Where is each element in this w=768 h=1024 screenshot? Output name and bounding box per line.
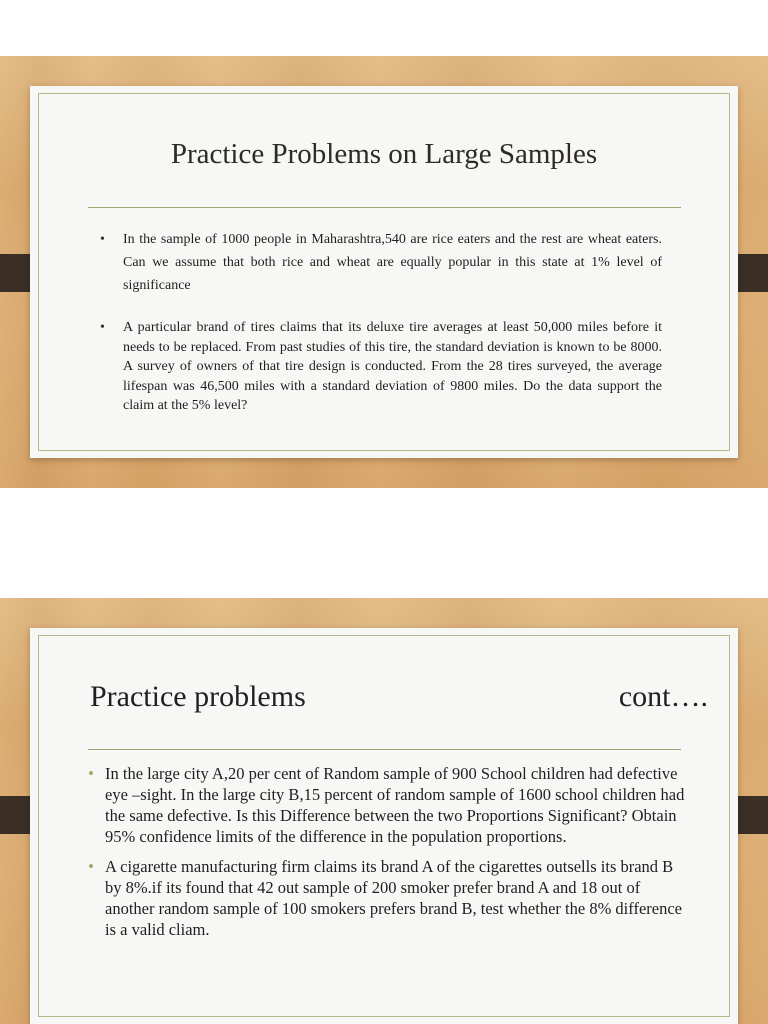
title-divider [88, 207, 681, 208]
title-divider [88, 749, 681, 750]
bullet-icon: • [100, 232, 105, 247]
bullet-text: A cigarette manufacturing firm claims its brand A of the cigarettes outsells its brand B by 8%.if its found that 42 out sample of 200 smoker prefer brand A and 18 out of another random sample of 100 smokers prefers brand B, test whether the 8% difference is a valid cliam. [105, 857, 683, 939]
slide-1 [0, 56, 768, 488]
bullet-text: In the sample of 1000 people in Maharashtra,540 are rice eaters and the rest are wheat eaters. Can we assume that both rice and wheat are equally popular in this state at 1% level of significance [123, 232, 662, 293]
bullet-icon: • [88, 857, 94, 876]
list-item [88, 763, 688, 847]
slide-title-continued: cont…. [618, 680, 708, 713]
bullet-icon: • [88, 764, 94, 783]
list-item [88, 856, 688, 940]
slide-title: Practice problems [90, 680, 306, 713]
bullet-text: In the large city A,20 per cent of Random sample of 900 School children had defective eye –sight. In the large city B,15 percent of random sample of 1600 school children had the same defective. Is this Difference between the two Proportions Significant? Obtain 95% confidence limits of the difference in the population proportions. [105, 764, 685, 846]
list-item [100, 228, 662, 297]
bullet-icon: • [100, 320, 105, 335]
slide-2 [0, 598, 768, 1024]
bullet-list [88, 763, 688, 940]
slide-title: Practice Problems on Large Samples [170, 138, 598, 170]
list-item [100, 318, 662, 416]
bullet-text: A particular brand of tires claims that its deluxe tire averages at least 50,000 miles before it needs to be replaced. From past studies of this tire, the standard deviation is known to be 8000. A survey of owners of that tire design is conducted. From the 28 tires surveyed, the average lifespan was 46,500 miles with a standard deviation of 9800 miles. Do the data support the claim at the 5% level? [123, 320, 662, 413]
bullet-list [100, 228, 662, 416]
